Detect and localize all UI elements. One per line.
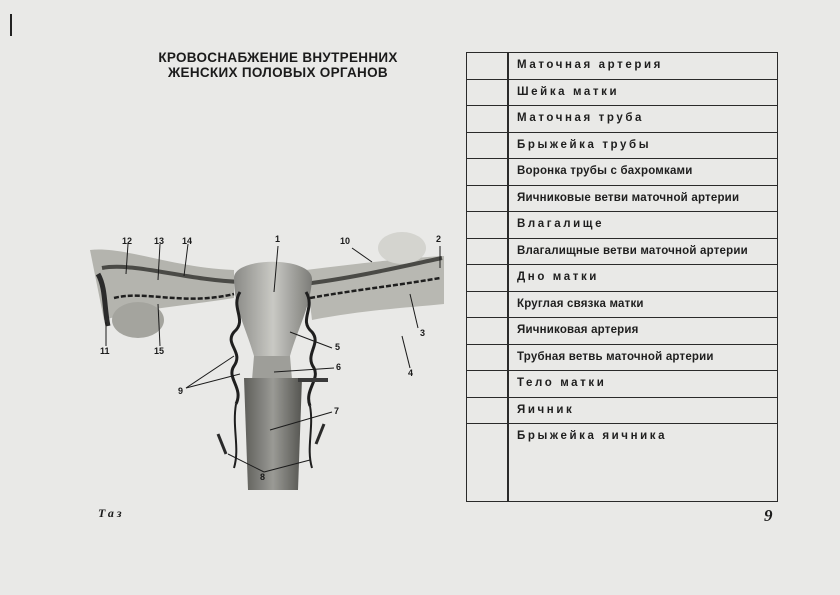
uterus-drawing — [84, 228, 456, 496]
legend-row — [467, 292, 777, 319]
legend-item-10: Круглая связка матки — [517, 297, 644, 310]
page-number: 9 — [764, 506, 773, 525]
legend-item-3: Маточная труба — [517, 112, 645, 124]
legend-item-1: Маточная артерия — [517, 59, 663, 71]
legend-item-5: Воронка трубы с бахромками — [517, 165, 693, 177]
legend-row — [467, 345, 777, 372]
legend-row — [467, 371, 777, 398]
legend-row — [467, 53, 777, 80]
legend-row — [467, 186, 777, 213]
figure-label-11: 11 — [100, 346, 110, 356]
figure-label-7: 7 — [334, 406, 340, 416]
legend-row — [467, 239, 777, 266]
legend-item-6: Яичниковые ветви маточной артерии — [517, 191, 740, 204]
legend-item-13: Тело матки — [517, 377, 607, 389]
legend-item-9: Дно матки — [517, 271, 599, 283]
page-title — [118, 50, 438, 80]
title-line-1: КРОВОСНАБЖЕНИЕ ВНУТРЕННИХ — [158, 50, 398, 65]
legend-item-15: Брыжейка яичника — [517, 430, 668, 442]
legend-row — [467, 265, 777, 292]
figure-label-8: 8 — [260, 472, 266, 482]
title-line-2: ЖЕНСКИХ ПОЛОВЫХ ОРГАНОВ — [168, 65, 388, 80]
figure-label-5: 5 — [335, 342, 341, 352]
figure-label-10: 10 — [340, 236, 351, 246]
legend-item-14: Яичник — [517, 403, 575, 416]
legend-item-7: Влагалище — [517, 218, 605, 230]
scan-edge-mark — [10, 14, 12, 36]
figure-label-4: 4 — [408, 368, 414, 378]
legend-row — [467, 106, 777, 133]
legend-row — [467, 159, 777, 186]
legend-item-4: Брыжейка трубы — [517, 138, 652, 151]
anatomy-illustration — [84, 228, 456, 496]
legend-item-12: Трубная ветвь маточной артерии — [517, 350, 714, 363]
legend-row — [467, 133, 777, 160]
figure-caption: Таз — [98, 506, 125, 520]
legend-item-8: Влагалищные ветви маточной артерии — [517, 244, 748, 257]
figure-label-9: 9 — [178, 386, 184, 396]
figure-label-6: 6 — [336, 362, 342, 372]
legend-row — [467, 318, 777, 345]
figure-label-2: 2 — [436, 234, 442, 244]
figure-label-14: 14 — [182, 236, 193, 246]
legend-item-11: Яичниковая артерия — [517, 324, 639, 336]
legend-row — [467, 212, 777, 239]
legend-item-2: Шейка матки — [517, 85, 620, 98]
figure-label-12: 12 — [122, 236, 133, 246]
legend-table — [466, 52, 778, 502]
legend-row — [467, 80, 777, 107]
legend-row — [467, 398, 777, 425]
figure-label-3: 3 — [420, 328, 426, 338]
figure-label-1: 1 — [275, 234, 281, 244]
figure-label-13: 13 — [154, 236, 165, 246]
figure-label-15: 15 — [154, 346, 165, 356]
